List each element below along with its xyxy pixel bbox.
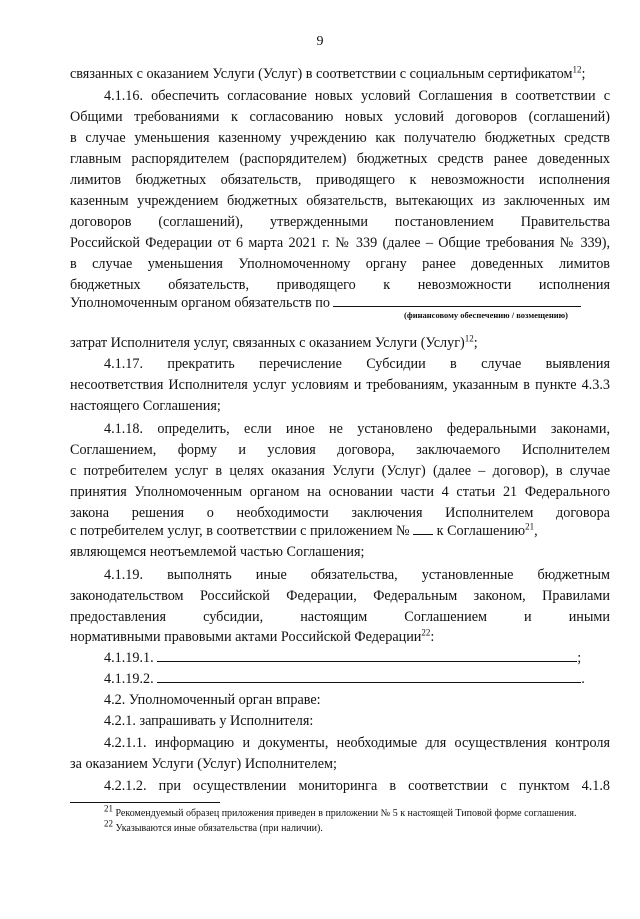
text-line: в случае уменьшения Уполномоченному органу ранее доведенных лимитов (70, 256, 610, 272)
clause-4-1-17: 4.1.17. прекратить перечисление Субсидии в случае выявления (104, 356, 610, 372)
text-line: являющемся неотъемлемой частью Соглашения; (70, 544, 365, 560)
clause-4-1-19-2: 4.1.19.2. . (104, 671, 585, 687)
clause-4-2-1-2: 4.2.1.2. при осуществлении мониторинга в соответствии с пунктом 4.1.8 (104, 778, 610, 794)
blank-field (157, 648, 577, 662)
text-line: с потребителем услуг, в соответствии с приложением № к Соглашению$^{21}$, (70, 521, 538, 539)
footnote: $^{21}$ Рекомендуемый образец приложения приведен в приложении № 5 к настоящей Типовой форме соглашения. (104, 803, 577, 819)
text-line: Уполномоченным органом обязательств по (70, 293, 610, 313)
page-number: 9 (316, 34, 324, 49)
clause-4-2-1-1: 4.2.1.1. информацию и документы, необходимые для осуществления контроля (104, 735, 610, 751)
text-line: связанных с оказанием Услуги (Услуг) в соответствии с социальным сертификатом$^{12}$; (70, 64, 586, 82)
footnote: $^{22}$ Указываются иные обязательства (при наличии). (104, 818, 323, 834)
clause-4-2: 4.2. Уполномоченный орган вправе: (104, 692, 321, 708)
blank-field (157, 669, 581, 683)
blank-field (333, 293, 581, 307)
footnote-divider (70, 802, 220, 803)
text-line: с потребителем услуг в целях оказания Услуги (Услуг) (далее – договор), в случае (70, 463, 610, 479)
text-line: закона решения о необходимости заключения Исполнителем договора (70, 505, 610, 521)
clause-4-2-1: 4.2.1. запрашивать у Исполнителя: (104, 713, 314, 729)
clause-4-1-19-1: 4.1.19.1. ; (104, 650, 582, 666)
footnote-ref: 22 (421, 627, 431, 638)
text-line: принятия Уполномоченным органом на основании части 4 статьи 21 Федерального (70, 484, 610, 500)
text-line: главным распорядителем (распорядителем) бюджетных средств ранее доведенных (70, 151, 610, 167)
text-line: договоров (соглашений), утвержденными постановлением Правительства (70, 214, 610, 230)
blank-field (413, 521, 433, 535)
clause-4-1-19: 4.1.19. выполнять иные обязательства, установленные бюджетным (104, 567, 610, 583)
footnote-ref: 12 (464, 333, 474, 344)
text-line: бюджетных обязательств, приводящего к невозможности исполнения (70, 277, 610, 293)
text-line: нормативными правовыми актами Российской Федерации$^{22}$: (70, 627, 435, 645)
footnote-ref: 21 (525, 521, 535, 532)
text-line: несоответствия Исполнителя услуг условиям и требованиям, указанным в пункте 4.3.3 (70, 377, 610, 393)
text-line: настоящего Соглашения; (70, 398, 221, 414)
text-line: казенным учреждением бюджетных обязательств, вытекающих из заключенных им (70, 193, 610, 209)
text-line: Соглашением, форму и условия договора, заключаемого Исполнителем (70, 442, 610, 458)
clause-4-1-18: 4.1.18. определить, если иное не установлено федеральными законами, (104, 421, 610, 437)
text-line: за оказанием Услуги (Услуг) Исполнителем; (70, 756, 337, 772)
text-line: лимитов бюджетных обязательств, приводящего к невозможности исполнения (70, 172, 610, 188)
text-line: Российской Федерации от 6 марта 2021 г. № 339 (далее – Общие требования № 339), (70, 235, 610, 251)
clause-4-1-16: 4.1.16. обеспечить согласование новых условий Соглашения в соответствии с (104, 88, 610, 104)
footnote-ref: 12 (572, 64, 582, 75)
text-line: законодательством Российской Федерации, Федеральным законом, Правилами (70, 588, 610, 604)
field-caption: (финансовому обеспечению / возмещению) (404, 310, 568, 320)
text-line: предоставления субсидии, настоящим Соглашением и иными (70, 609, 610, 625)
text-line: в случае уменьшения казенному учреждению как получателю бюджетных средств (70, 130, 610, 146)
text-line: Общими требованиями к согласованию новых условий договоров (соглашений) (70, 109, 610, 125)
text-line: затрат Исполнителя услуг, связанных с оказанием Услуги (Услуг)$^{12}$; (70, 333, 478, 351)
